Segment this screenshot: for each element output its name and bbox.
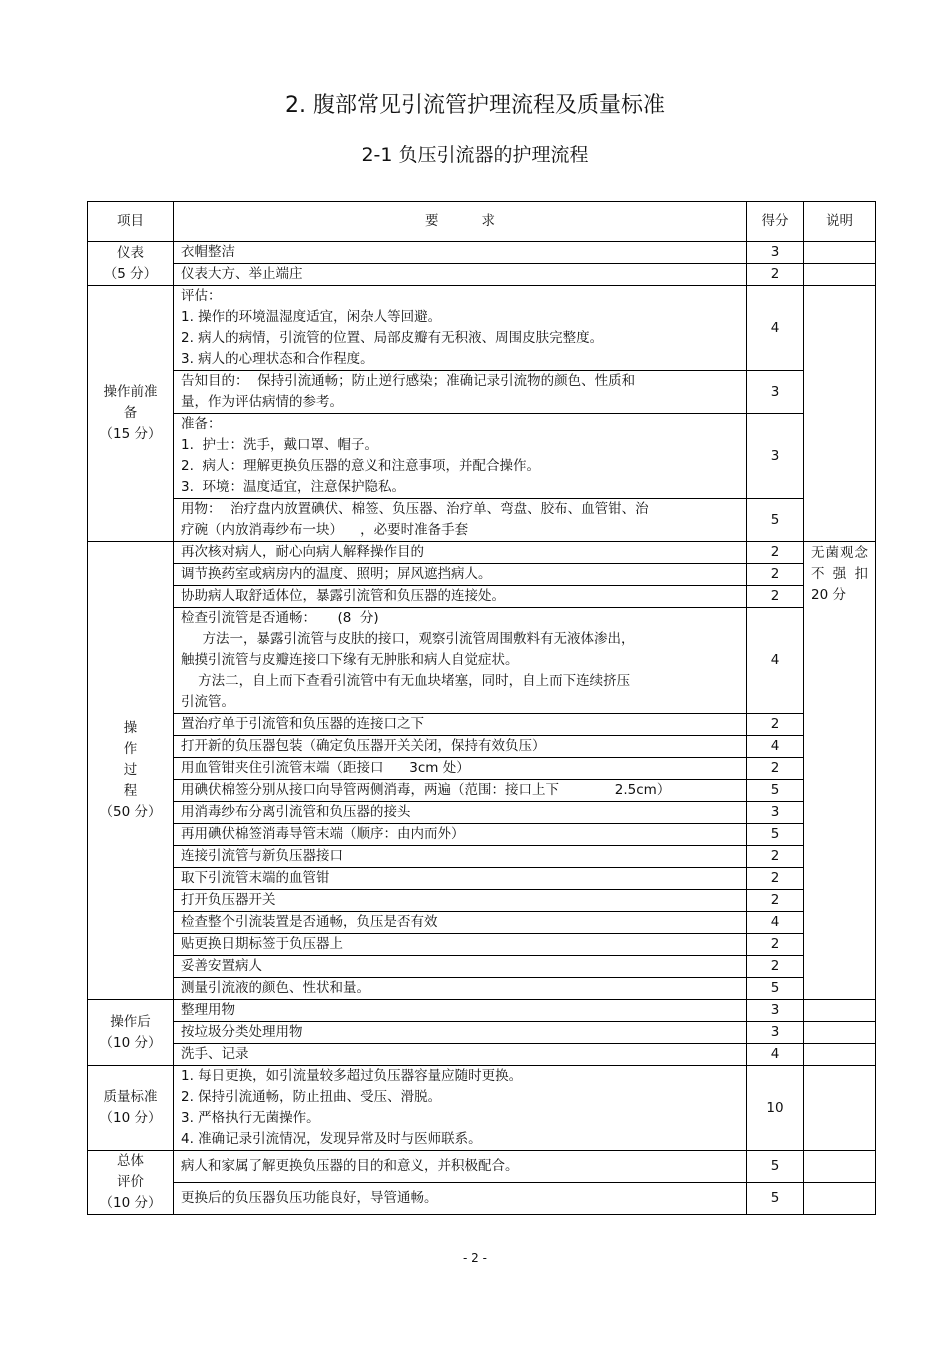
requirement-cell: 仪表大方、举止端庄 xyxy=(174,264,747,286)
requirement-cell: 检查整个引流装置是否通畅，负压是否有效 xyxy=(174,912,747,934)
requirement-cell: 用消毒纱布分离引流管和负压器的接头 xyxy=(174,802,747,824)
requirement-cell: 协助病人取舒适体位，暴露引流管和负压器的连接处。 xyxy=(174,586,747,608)
requirement-cell: 整理用物 xyxy=(174,1000,747,1022)
section-label: 操作前准 备 （15 分） xyxy=(88,286,174,542)
score-cell: 4 xyxy=(747,1044,804,1066)
table-row xyxy=(88,868,876,890)
procedure-table xyxy=(87,201,876,1215)
requirement-cell: 妥善安置病人 xyxy=(174,956,747,978)
section-label: 操 作 过 程 （50 分） xyxy=(88,542,174,1000)
page-number: - 2 - xyxy=(463,1251,487,1265)
score-cell: 5 xyxy=(747,780,804,802)
score-cell: 4 xyxy=(747,912,804,934)
score-cell: 3 xyxy=(747,242,804,264)
table-row xyxy=(88,1183,876,1215)
requirement-cell: 调节换药室或病房内的温度、照明；屏风遮挡病人。 xyxy=(174,564,747,586)
requirement-cell: 洗手、记录 xyxy=(174,1044,747,1066)
table-row xyxy=(88,1066,876,1151)
score-cell: 4 xyxy=(747,608,804,714)
requirement-cell: 贴更换日期标签于负压器上 xyxy=(174,934,747,956)
table-row xyxy=(88,264,876,286)
table-row xyxy=(88,242,876,264)
score-cell: 2 xyxy=(747,586,804,608)
score-cell: 2 xyxy=(747,934,804,956)
note-cell xyxy=(804,1022,876,1044)
table-row xyxy=(88,564,876,586)
note-cell xyxy=(804,1066,876,1151)
requirement-cell: 更换后的负压器负压功能良好，导管通畅。 xyxy=(174,1183,747,1215)
table-row xyxy=(88,824,876,846)
table-row xyxy=(88,890,876,912)
section-label: 仪表 （5 分） xyxy=(88,242,174,286)
table-row xyxy=(88,1151,876,1183)
requirement-cell: 打开新的负压器包装（确定负压器开关关闭，保持有效负压） xyxy=(174,736,747,758)
table-row xyxy=(88,978,876,1000)
score-cell: 5 xyxy=(747,499,804,542)
requirement-cell: 用物： 治疗盘内放置碘伏、棉签、负压器、治疗单、弯盘、胶布、血管钳、治 疗碗（内放消毒纱布一块） ，必要时准备手套 xyxy=(174,499,747,542)
table-row xyxy=(88,1000,876,1022)
table-row xyxy=(88,414,876,499)
score-cell: 3 xyxy=(747,414,804,499)
table-row xyxy=(88,714,876,736)
score-cell: 2 xyxy=(747,890,804,912)
header-score: 得分 xyxy=(747,202,804,242)
score-cell: 5 xyxy=(747,1183,804,1215)
note-cell xyxy=(804,1000,876,1022)
requirement-cell: 告知目的： 保持引流通畅；防止逆行感染；准确记录引流物的颜色、性质和 量，作为评估病情的参考。 xyxy=(174,371,747,414)
page-title: 2. 腹部常见引流管护理流程及质量标准 xyxy=(285,93,665,118)
note-cell xyxy=(804,1044,876,1066)
table-row xyxy=(88,780,876,802)
header-item: 项目 xyxy=(88,202,174,242)
score-cell: 2 xyxy=(747,758,804,780)
section-label: 操作后 （10 分） xyxy=(88,1000,174,1066)
table-row xyxy=(88,542,876,564)
table-row xyxy=(88,956,876,978)
score-cell: 2 xyxy=(747,542,804,564)
score-cell: 10 xyxy=(747,1066,804,1151)
table-row xyxy=(88,499,876,542)
table-row xyxy=(88,608,876,714)
page-subtitle: 2-1 负压引流器的护理流程 xyxy=(361,144,589,166)
note-cell xyxy=(804,242,876,264)
section-label: 质量标准 （10 分） xyxy=(88,1066,174,1151)
score-cell: 5 xyxy=(747,824,804,846)
score-cell: 5 xyxy=(747,1151,804,1183)
requirement-cell: 连接引流管与新负压器接口 xyxy=(174,846,747,868)
requirement-cell: 按垃圾分类处理用物 xyxy=(174,1022,747,1044)
requirement-cell: 检查引流管是否通畅： (8 分) 方法一，暴露引流管与皮肤的接口，观察引流管周围敷料有无液体渗出， 触摸引流管与皮瓣连接口下缘有无肿胀和病人自觉症状。 方法二，自上而下查看引流管中有无血块堵塞，同时，自上而下连续挤压 引流管。 xyxy=(174,608,747,714)
score-cell: 5 xyxy=(747,978,804,1000)
requirement-cell: 再次核对病人，耐心向病人解释操作目的 xyxy=(174,542,747,564)
score-cell: 2 xyxy=(747,846,804,868)
score-cell: 2 xyxy=(747,264,804,286)
requirement-cell: 测量引流液的颜色、性状和量。 xyxy=(174,978,747,1000)
requirement-cell: 取下引流管末端的血管钳 xyxy=(174,868,747,890)
section-label: 总体 评价 （10 分） xyxy=(88,1151,174,1215)
table-row xyxy=(88,846,876,868)
note-cell: 无菌观念不强扣 20 分 xyxy=(804,542,876,1000)
table-row xyxy=(88,912,876,934)
note-cell xyxy=(804,1151,876,1183)
score-cell: 3 xyxy=(747,1000,804,1022)
requirement-cell: 评估： 1. 操作的环境温湿度适宜，闲杂人等回避。 2. 病人的病情，引流管的位置、局部皮瓣有无积液、周围皮肤完整度。 3. 病人的心理状态和合作程度。 xyxy=(174,286,747,371)
score-cell: 4 xyxy=(747,286,804,371)
requirement-cell: 准备： 1. 护士：洗手，戴口罩、帽子。 2. 病人：理解更换负压器的意义和注意事项，并配合操作。 3. 环境：温度适宜，注意保护隐私。 xyxy=(174,414,747,499)
score-cell: 3 xyxy=(747,1022,804,1044)
table-row xyxy=(88,1022,876,1044)
requirement-cell: 打开负压器开关 xyxy=(174,890,747,912)
score-cell: 2 xyxy=(747,956,804,978)
score-cell: 2 xyxy=(747,564,804,586)
header-requirement: 要 求 xyxy=(174,202,747,242)
table-row xyxy=(88,586,876,608)
table-row xyxy=(88,371,876,414)
score-cell: 2 xyxy=(747,868,804,890)
requirement-cell: 再用碘伏棉签消毒导管末端（顺序：由内而外） xyxy=(174,824,747,846)
table-row xyxy=(88,736,876,758)
score-cell: 2 xyxy=(747,714,804,736)
score-cell: 3 xyxy=(747,802,804,824)
requirement-cell: 用血管钳夹住引流管末端（距接口 3cm 处） xyxy=(174,758,747,780)
note-cell xyxy=(804,264,876,286)
score-cell: 4 xyxy=(747,736,804,758)
table-row xyxy=(88,758,876,780)
table-header-row xyxy=(88,202,876,242)
requirement-cell: 衣帽整洁 xyxy=(174,242,747,264)
table-row xyxy=(88,802,876,824)
note-cell xyxy=(804,1183,876,1215)
requirement-cell: 置治疗单于引流管和负压器的连接口之下 xyxy=(174,714,747,736)
score-cell: 3 xyxy=(747,371,804,414)
requirement-cell: 1. 每日更换，如引流量较多超过负压器容量应随时更换。 2. 保持引流通畅，防止扭曲、受压、滑脱。 3. 严格执行无菌操作。 4. 准确记录引流情况，发现异常及时与医师联系。 xyxy=(174,1066,747,1151)
note-cell xyxy=(804,286,876,542)
table-row xyxy=(88,286,876,371)
requirement-cell: 用碘伏棉签分别从接口向导管两侧消毒，两遍（范围：接口上下 2.5cm） xyxy=(174,780,747,802)
requirement-cell: 病人和家属了解更换负压器的目的和意义，并积极配合。 xyxy=(174,1151,747,1183)
header-note: 说明 xyxy=(804,202,876,242)
table-row xyxy=(88,934,876,956)
table-row xyxy=(88,1044,876,1066)
